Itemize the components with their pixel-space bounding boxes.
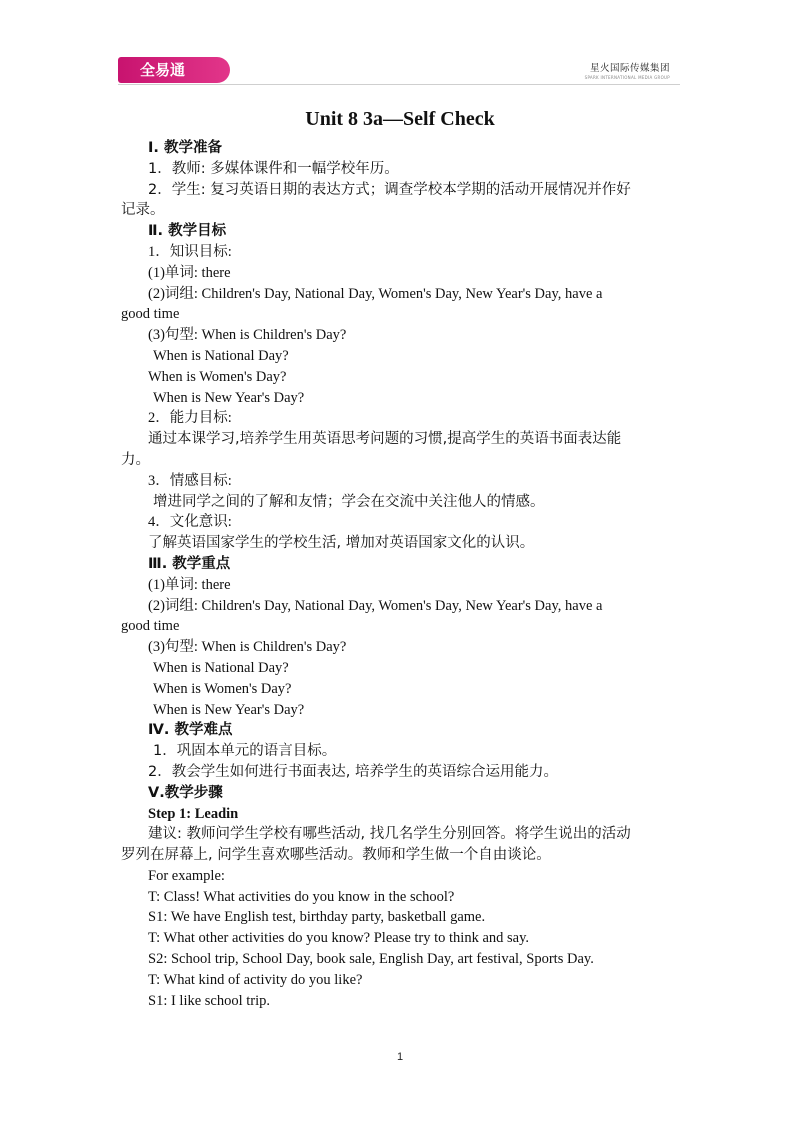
section-heading-preparation: Ⅰ. 教学准备	[148, 140, 222, 156]
text-line: (2)词组: Children's Day, National Day, Women's Day, New Year's Day, have a	[148, 285, 603, 302]
page-number: 1	[396, 1051, 404, 1063]
text-line: When is Women's Day?	[153, 680, 292, 697]
text-line: 2．学生: 复习英语日期的表达方式；调查学校本学期的活动开展情况并作好	[148, 181, 631, 198]
header-divider	[118, 84, 680, 85]
text-line: good time	[121, 618, 180, 635]
dialogue-line: T: What other activities do you know? Please try to think and say.	[148, 930, 530, 947]
dialogue-line: T: What kind of activity do you like?	[148, 971, 363, 988]
text-line: 4．文化意识:	[148, 514, 232, 531]
text-line: 增进同学之间的了解和友情；学会在交流中关注他人的情感。	[153, 493, 545, 510]
text-line: 通过本课学习,培养学生用英语思考问题的习惯,提高学生的英语书面表达能	[148, 431, 622, 448]
text-line: 记录。	[121, 202, 165, 219]
text-line: 1．巩固本单元的语言目标。	[153, 743, 337, 760]
text-line: 1．知识目标:	[148, 243, 232, 260]
text-line: 建议: 教师问学生学校有哪些活动, 找几名学生分别回答。将学生说出的活动	[148, 826, 631, 843]
text-line: (2)词组: Children's Day, National Day, Women's Day, New Year's Day, have a	[148, 597, 603, 614]
dialogue-line: S1: We have English test, birthday party, basketball game.	[148, 909, 486, 926]
text-line: good time	[121, 306, 180, 323]
section-heading-objectives: Ⅱ. 教学目标	[148, 223, 227, 240]
text-line: When is Women's Day?	[148, 368, 287, 385]
page-header	[0, 0, 800, 90]
dialogue-line: S2: School trip, School Day, book sale, English Day, art festival, Sports Day.	[148, 951, 594, 968]
publisher-block	[585, 60, 670, 80]
dialogue-line: S1: I like school trip.	[148, 992, 271, 1009]
text-line: When is National Day?	[153, 347, 289, 364]
text-line: (3)句型: When is Children's Day?	[148, 327, 347, 344]
section-heading-difficulties: Ⅳ. 教学难点	[148, 722, 233, 739]
text-line: 力。	[121, 451, 150, 468]
text-line: 3．情感目标:	[148, 472, 232, 489]
text-line: When is National Day?	[153, 659, 289, 676]
step-heading: Step 1: Leadin	[148, 805, 239, 822]
text-line: (1)单词: there	[148, 576, 231, 593]
text-line: For example:	[148, 867, 225, 884]
text-line: 了解英语国家学生的学校生活, 增加对英语国家文化的认识。	[148, 535, 535, 552]
publisher-subtitle: SPARK INTERNATIONAL MEDIA GROUP	[584, 75, 670, 80]
section-heading-key-points: Ⅲ. 教学重点	[148, 555, 231, 572]
text-line: 2．教会学生如何进行书面表达, 培养学生的英语综合运用能力。	[148, 763, 558, 780]
brand-logo: 全易通	[118, 57, 230, 83]
text-line: 1．教师: 多媒体课件和一幅学校年历。	[148, 160, 399, 177]
text-line: When is New Year's Day?	[153, 701, 305, 718]
document-title: Unit 8 3a—Self Check	[305, 108, 495, 130]
section-heading-steps: Ⅴ.教学步骤	[148, 784, 223, 801]
document-body	[121, 106, 679, 1011]
text-line: (1)单词: there	[148, 264, 231, 281]
text-line: When is New Year's Day?	[153, 389, 305, 406]
text-line: (3)句型: When is Children's Day?	[148, 639, 347, 656]
text-line: 罗列在屏幕上, 问学生喜欢哪些活动。教师和学生做一个自由谈论。	[121, 847, 551, 864]
dialogue-line: T: Class! What activities do you know in the school?	[148, 888, 455, 905]
text-line: 2．能力目标:	[148, 410, 232, 427]
publisher-name: 星火国际传媒集团	[589, 63, 670, 74]
